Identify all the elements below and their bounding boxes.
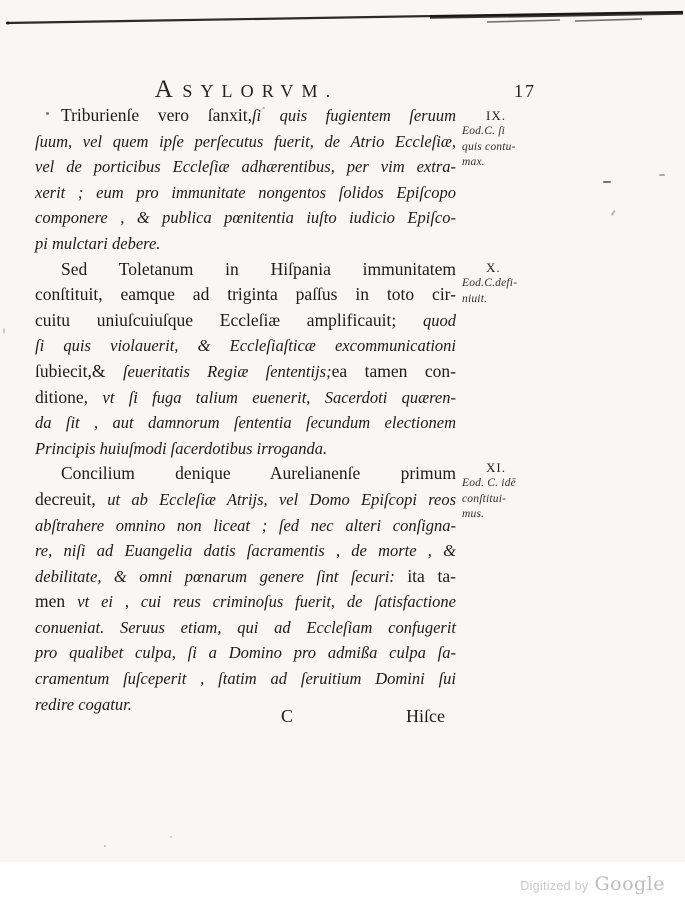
- text-line: [35, 589, 456, 615]
- text-line: [35, 103, 456, 129]
- text-line: [35, 231, 456, 257]
- text-line: [35, 308, 456, 334]
- text-line: [35, 513, 456, 539]
- text-segment: ſi quis violauerit, & Eccleſiaſticæ excommunicationi: [35, 336, 456, 356]
- text-line: [35, 564, 456, 590]
- text-line: [35, 257, 456, 283]
- text-segment: pi mulctari debere.: [35, 233, 161, 253]
- text-segment: vt ſi fuga talium euenerit, Sacerdoti quæren-: [102, 387, 456, 407]
- text-segment: abſtrahere omnino non liceat ; ſed nec alteri conſigna-: [35, 515, 456, 535]
- text-line: [35, 385, 456, 411]
- text-segment: ſeueritatis Regiæ ſententijs;: [122, 361, 332, 381]
- margin-note-line: niuit.: [462, 292, 488, 305]
- text-line: [35, 154, 456, 180]
- margin-note-line: quis contu-: [462, 140, 516, 153]
- text-segment: ſuum, vel quem ipſe perſecutus fuerit, de Atrio Eccleſiæ,: [35, 131, 456, 151]
- text-segment: redire cogatur.: [35, 694, 132, 714]
- text-segment: conueniat. Seruus etiam, qui ad Eccleſiam confugerit: [35, 617, 456, 637]
- google-watermark: [520, 873, 665, 895]
- running-title: ASYLORVM.: [154, 76, 339, 103]
- signature-mark: C: [281, 706, 294, 726]
- dust-speck: [659, 174, 665, 176]
- text-segment: ita ta-: [407, 565, 456, 586]
- text-segment: componere , & publica pœnitentia iuſto iudicio Epiſco-: [35, 208, 456, 228]
- text-line: [35, 538, 456, 564]
- margin-note: [462, 108, 540, 171]
- text-segment: cuitu uniuſcuiuſque Eccleſiæ amplificauit;: [35, 309, 423, 330]
- page-header: [36, 76, 457, 104]
- text-line: [35, 129, 456, 155]
- dust-speck: [170, 836, 172, 838]
- text-segment: vel de porticibus Eccleſiæ adhærentibus, per vim extra-: [35, 157, 456, 177]
- text-segment: Sed Toletanum in Hiſpania immunitatem: [61, 258, 456, 279]
- google-logo: Google: [594, 873, 665, 895]
- margin-note-line: Eod.C.defi-: [462, 277, 518, 289]
- body-text: [35, 103, 456, 717]
- text-line: [35, 436, 456, 462]
- text-segment: ſubiecit,&: [35, 360, 123, 381]
- margin-note: [462, 260, 540, 307]
- margin-note-line: Eod. C. idē: [462, 477, 516, 489]
- catchword: Hiſce: [406, 706, 445, 726]
- text-segment: xerit ; eum pro immunitate nongentos ſolidos Epiſcopo: [35, 182, 456, 202]
- text-line: [35, 180, 456, 206]
- page-number: 17: [514, 81, 536, 101]
- text-segment: ea tamen con-: [331, 360, 456, 381]
- text-segment: ut ab Eccleſiæ Atrijs, vel Domo Epiſcopi reos: [107, 489, 456, 509]
- margin-note: [462, 460, 540, 523]
- scan-artifact-top-edge: [0, 0, 685, 40]
- dust-speck: [104, 845, 106, 847]
- text-segment: men: [35, 591, 78, 612]
- text-line: [35, 666, 456, 692]
- text-segment: Triburienſe vero ſanxit,: [61, 105, 252, 125]
- text-segment: debilitate, & omni pœnarum genere ſint ſecuri:: [35, 566, 408, 586]
- margin-note-number: X.: [486, 260, 501, 275]
- margin-note-line: mus.: [462, 508, 485, 520]
- dust-speck: [262, 107, 265, 109]
- margin-note-line: conſtitui-: [462, 492, 507, 505]
- text-segment: vt ei , cui reus criminoſus fuerit, de ſatisfactione: [77, 592, 456, 612]
- text-segment: ditione,: [35, 386, 103, 407]
- text-segment: conſtituit, eamque ad triginta paſſus in toto cir-: [35, 284, 456, 305]
- text-segment: Concilium denique Aurelianenſe primum: [61, 463, 456, 484]
- text-line: [35, 487, 456, 513]
- text-segment: Principis huiuſmodi ſacerdotibus irroganda.: [35, 438, 328, 458]
- watermark-prefix: Digitized by: [520, 879, 589, 893]
- dust-speck: [603, 181, 611, 183]
- text-line: [35, 282, 456, 308]
- text-segment: re, niſi ad Euangelia datis ſacramentis , de morte , &: [35, 541, 456, 561]
- margin-note-line: Eod.C. ſi: [462, 125, 506, 137]
- text-line: [35, 359, 456, 385]
- text-line: [35, 615, 456, 641]
- dust-speck: [46, 112, 49, 115]
- text-line: [35, 205, 456, 231]
- text-segment: decreuit,: [35, 488, 108, 509]
- margin-note-number: IX.: [486, 108, 506, 123]
- dust-speck: [3, 328, 5, 334]
- dust-speck: [611, 210, 616, 216]
- text-segment: da ſit , aut damnorum ſententia ſecundum electionem: [35, 413, 456, 433]
- margin-note-number: XI.: [486, 460, 506, 475]
- text-segment: cramentum ſuſceperit , ſtatim ad ſeruitium Domini ſui: [35, 669, 456, 689]
- text-line: [35, 410, 456, 436]
- text-segment: ſi quis fugientem ſeruum: [251, 106, 456, 125]
- text-line: [35, 333, 456, 359]
- margin-note-line: max.: [462, 156, 485, 168]
- text-line: [35, 640, 456, 666]
- text-line: [35, 461, 456, 487]
- signature-row: [0, 706, 685, 734]
- text-segment: pro qualibet culpa, ſi a Domino pro admißa culpa ſa-: [35, 643, 456, 663]
- text-segment: quod: [423, 310, 456, 330]
